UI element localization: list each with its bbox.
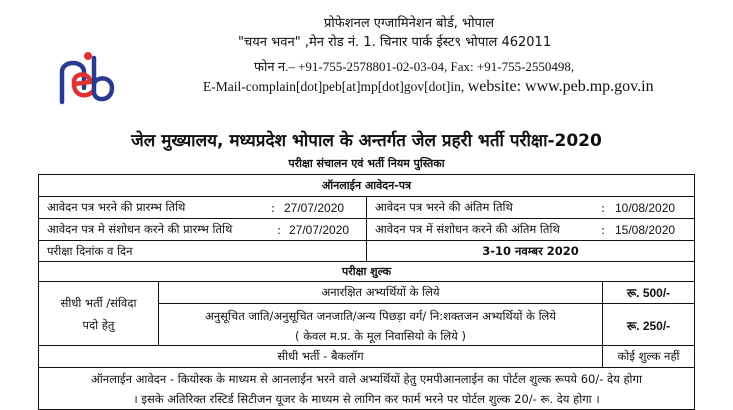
- note-line2: । इसके अतिरिक्त रस्टिर्ड सिटीजन यूजर के माध्यम से लागिन कर फार्म भरने पर पोर्टल शुल्क 20/- रू. देय होगा ।: [133, 391, 600, 406]
- peb-logo: [52, 48, 118, 106]
- org-name: प्रोफेशनल एग्जामिनेशन बोर्ड, भोपाल: [324, 16, 495, 31]
- fee-row-backlog: [39, 345, 694, 367]
- exam-date-value: 3-10 नवम्बर 2020: [482, 243, 579, 258]
- exam-date-label: परीक्षा दिनांक व दिन: [47, 243, 133, 258]
- org-contact: [203, 78, 654, 96]
- fee-block: [39, 281, 694, 345]
- apply-start-date: 27/07/2020: [284, 200, 345, 215]
- backlog-label: सीधी भर्ती - बैकलॉग: [277, 349, 364, 363]
- org-address: "चयन भवन" ,मेन रोड नं. 1. चिनार पार्क ईस्ट९ भोपाल 462011: [238, 35, 552, 50]
- schedule-heading-row: [39, 175, 694, 196]
- fee-label: अनारक्षित अभ्यर्थियों के लिये: [321, 285, 440, 299]
- apply-start-label: आवेदन पत्र भरने की प्रारम्भ तिथि: [47, 200, 186, 214]
- fee-category-line1: सीधी भर्ती /संविदा: [60, 295, 137, 310]
- exam-date-row: [39, 240, 694, 261]
- info-table: [38, 174, 695, 410]
- note-line1: ऑनलाईन आवेदन - कियोस्क के माध्यम से आनलाईन भरने वाले अभ्यर्थियों हेतु एमपीआनलाईन का पोर्टल शुल्क रूपये 60/- देय होगा: [91, 371, 642, 386]
- separator: :: [601, 200, 605, 215]
- column-divider: [366, 219, 367, 240]
- apply-end-label: आवेदन पत्र भरने की अंतिम तिथि: [375, 200, 513, 214]
- edit-start-label: आवेदन पत्र मे संशोधन करने की प्रारम्भ तिथि: [47, 222, 233, 236]
- edit-start-date: 27/07/2020: [289, 222, 350, 237]
- document-title: जेल मुख्यालय, मध्यप्रदेश भोपाल के अन्तर्गत जेल प्रहरी भर्ती परीक्षा-2020: [131, 131, 602, 151]
- fee-label-line1: अनुसूचित जाति/अनुसूचित जनजाति/अन्य पिछड़ा वर्ग/ नि:शक्तजन अभ्यर्थियों के लिये: [204, 308, 557, 323]
- separator: :: [601, 222, 605, 237]
- org-phone: फोन न.– +91-755-2578801-02-03-04, Fax: +91-755-2550498,: [254, 59, 575, 74]
- fee-heading-row: [39, 261, 694, 281]
- fee-row-unreserved: [159, 282, 694, 303]
- fee-category: [39, 282, 158, 345]
- fee-row-reserved: [159, 303, 694, 347]
- fee-amount: रू. 250/-: [626, 319, 671, 333]
- backlog-amount: कोई शुल्क नहीं: [617, 349, 680, 363]
- peb-logo-icon: [52, 48, 118, 106]
- fee-heading: परीक्षा शुल्क: [341, 265, 392, 278]
- column-divider: [366, 197, 367, 218]
- apply-end-date: 10/08/2020: [615, 200, 676, 215]
- fee-label: [159, 304, 602, 347]
- portal-fee-note: [39, 367, 694, 410]
- document-subtitle: परीक्षा संचालन एवं भर्ती नियम पुस्तिका: [288, 157, 445, 170]
- schedule-row: [39, 196, 694, 218]
- fee-label-line2: ( केवल म.प्र. के मूल निवासियो के लिये ): [295, 328, 466, 343]
- fee-amount: रू. 500/-: [626, 286, 671, 300]
- org-email: E-Mail-complain[dot]peb[at]mp[dot]gov[dot]in,: [203, 79, 468, 94]
- fee-category-line2: पदो हेतु: [82, 317, 115, 332]
- separator: :: [277, 222, 281, 237]
- schedule-heading: ऑनलाईन आवेदन-पत्र: [321, 179, 412, 192]
- org-website-link[interactable]: website: www.peb.mp.gov.in: [467, 78, 654, 95]
- portal-fee-note-text: [39, 368, 694, 409]
- edit-end-date: 15/08/2020: [615, 222, 676, 237]
- schedule-row: [39, 218, 694, 240]
- edit-end-label: आवेदन पत्र में संशोधन करने की अंतिम तिथि: [375, 222, 560, 236]
- separator: :: [271, 200, 275, 215]
